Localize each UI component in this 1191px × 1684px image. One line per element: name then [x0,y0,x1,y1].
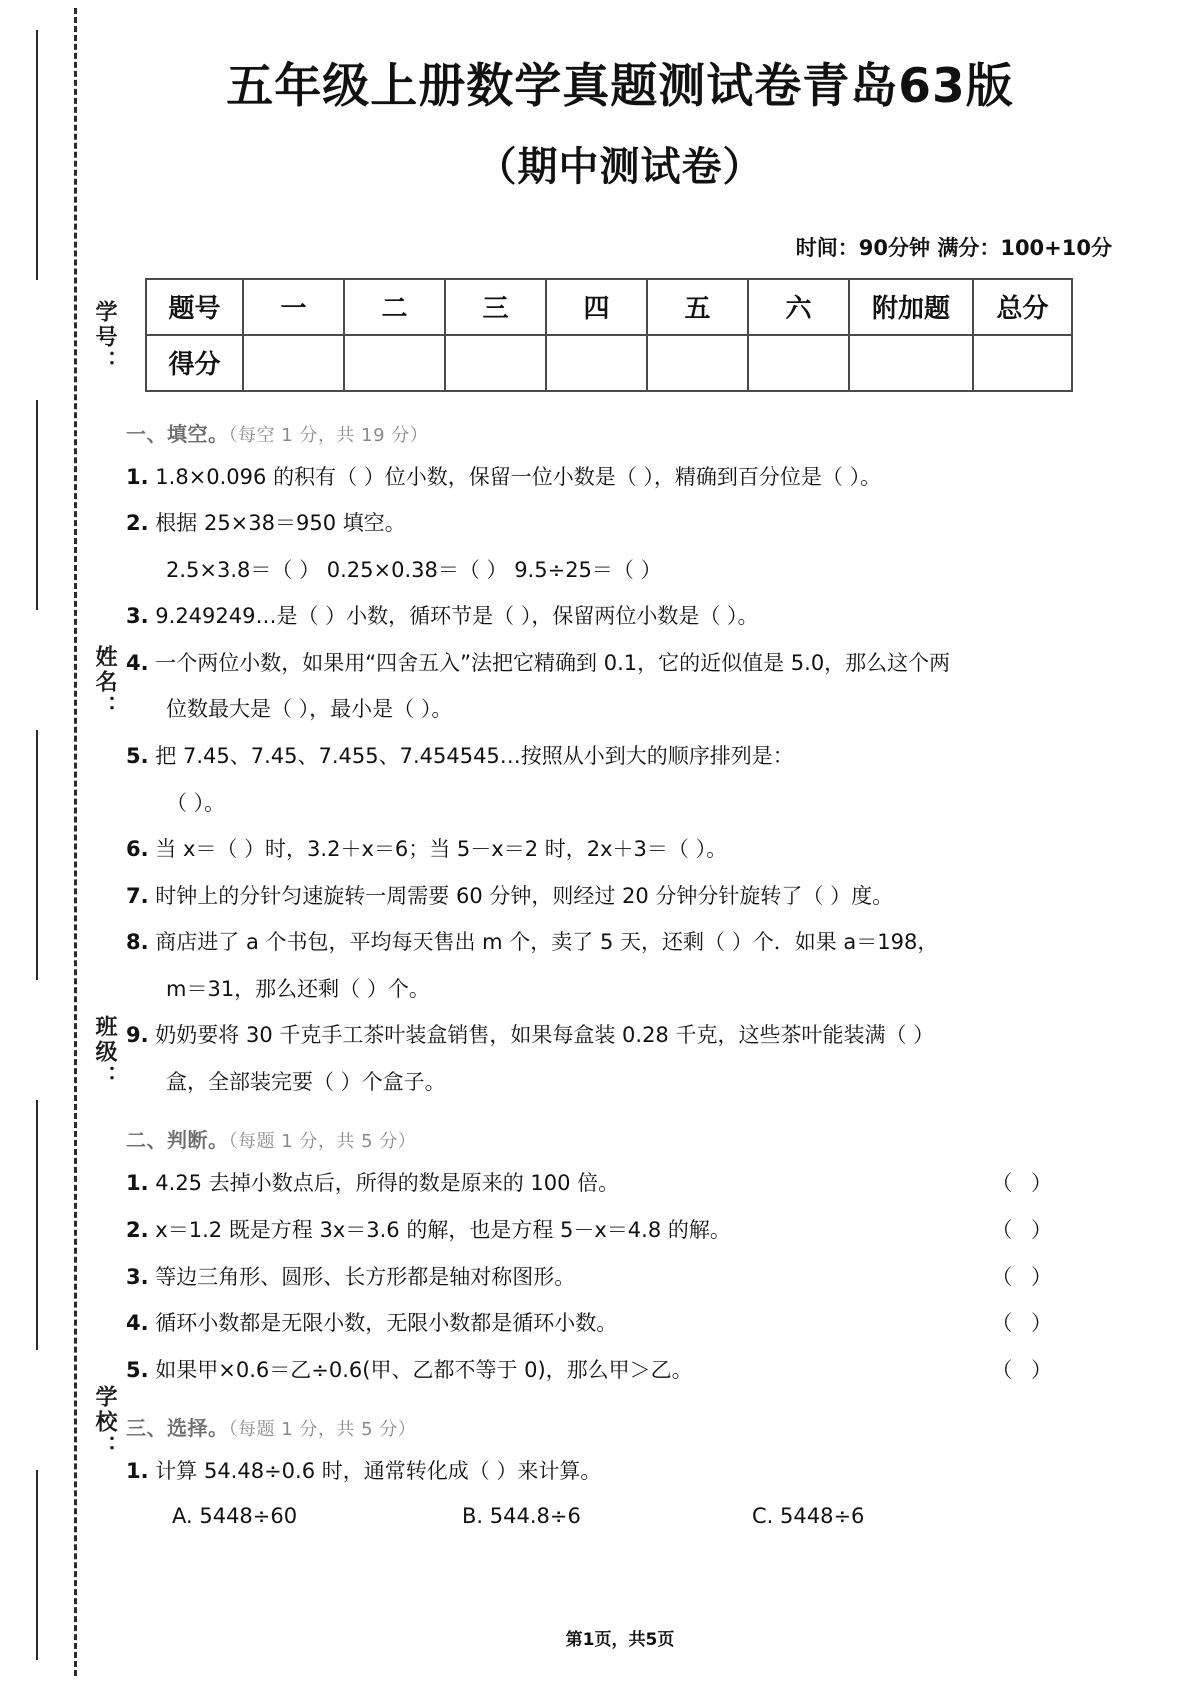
question-index: 8. [126,930,149,955]
margin-label-student-id: 学号： [92,300,117,375]
section-1-points: （每空 1 分，共 19 分） [228,424,429,446]
margin-label-class: 班级： [92,1015,117,1090]
section-heading-fill-blank [126,418,1120,447]
question-1-9 [126,1019,1120,1052]
exam-meta-info: 时间：90分钟 满分：100+10分 [795,235,1112,260]
question-2-5 [126,1354,1120,1387]
answer-bracket[interactable]: （ ） [991,1171,1058,1196]
question-index: 7. [126,883,149,908]
question-3-1-options [172,1504,1120,1528]
question-text: 4.25 去掉小数点后，所得的数是原来的 100 倍。 [155,1171,620,1196]
score-cell-3[interactable] [445,335,546,391]
score-table-col-5: 五 [647,279,748,335]
score-table-col-total: 总分 [973,279,1072,335]
question-1-3 [126,600,1120,633]
question-2-1 [126,1167,1120,1200]
answer-bracket[interactable]: （ ） [991,1264,1058,1289]
section-1-title: 一、填空。 [126,421,229,446]
question-text: 一个两位小数，如果用“四舍五入”法把它精确到 0.1，它的近似值是 5.0，那么这个两 [155,650,951,675]
question-index: 4. [126,1311,149,1336]
question-index: 1. [126,1459,149,1484]
answer-bracket[interactable]: （ ） [991,1311,1058,1336]
score-cell-1[interactable] [243,335,344,391]
option-c[interactable]: C. 5448÷6 [752,1503,865,1528]
page-title: 五年级上册数学真题测试卷青岛63版 [226,59,1014,114]
table-row-scores [146,335,1072,391]
question-index: 9. [126,1023,149,1048]
margin-rule-3 [36,730,38,980]
section-heading-multiple-choice [126,1412,1120,1441]
score-table-col-bonus: 附加题 [849,279,973,335]
question-text[interactable]: 时钟上的分针匀速旋转一周需要 60 分钟，则经过 20 分钟分针旋转了（ ）度。 [155,883,894,908]
score-cell-bonus[interactable] [849,335,973,391]
question-text: 如果甲×0.6＝乙÷0.6(甲、乙都不等于 0)，那么甲＞乙。 [155,1357,693,1382]
question-index: 2. [126,1217,149,1242]
question-text[interactable]: 2.5×3.8＝（ ） 0.25×0.38＝（ ） 9.5÷25＝（ ） [166,557,662,582]
question-text[interactable]: 1.8×0.096 的积有（ ）位小数，保留一位小数是（ ），精确到百分位是（ ）。 [155,464,882,489]
section-heading-true-false [126,1124,1120,1153]
table-row-question-numbers [146,279,1072,335]
answer-bracket[interactable]: （ ） [991,1357,1058,1382]
question-1-1 [126,461,1120,494]
question-1-9-cont [166,1066,1120,1099]
question-2-3 [126,1261,1120,1294]
question-text: 根据 25×38＝950 填空。 [155,511,406,536]
score-table [145,278,1073,392]
option-a[interactable]: A. 5448÷60 [172,1503,298,1528]
question-1-4 [126,647,1120,680]
question-1-8-cont [166,973,1120,1006]
score-table-col-2: 二 [344,279,445,335]
section-3-title: 三、选择。 [126,1416,229,1441]
margin-rule-1 [36,30,38,280]
margin-label-school: 学校： [92,1385,117,1460]
score-cell-5[interactable] [647,335,748,391]
section-2-points: （每题 1 分，共 5 分） [228,1131,417,1153]
score-table-col-1: 一 [243,279,344,335]
section-2-title: 二、判断。 [126,1128,229,1153]
question-index: 6. [126,837,149,862]
question-text: 把 7.45、7.45、7.455、7.454545…按照从小到大的顺序排列是： [155,744,794,769]
question-index: 2. [126,511,149,536]
left-margin-strip [0,0,120,1684]
question-index: 4. [126,650,149,675]
margin-rule-5 [36,1470,38,1660]
score-cell-6[interactable] [748,335,849,391]
score-cell-4[interactable] [546,335,647,391]
question-text: x＝1.2 既是方程 3x＝3.6 的解，也是方程 5－x＝4.8 的解。 [155,1217,731,1242]
question-text: 循环小数都是无限小数，无限小数都是循环小数。 [155,1311,618,1336]
margin-label-student-name: 姓名： [92,645,117,720]
question-1-2-expressions [166,554,1120,587]
margin-rule-2 [36,400,38,610]
score-table-row-label-question: 题号 [146,279,243,335]
score-cell-total[interactable] [973,335,1072,391]
question-index: 1. [126,1171,149,1196]
question-3-1 [126,1455,1120,1488]
question-index: 5. [126,1357,149,1382]
score-table-row-label-score: 得分 [146,335,243,391]
question-text[interactable]: m＝31，那么还剩（ ）个。 [166,976,430,1001]
question-1-2 [126,507,1120,540]
question-text: 等边三角形、圆形、长方形都是轴对称图形。 [155,1264,576,1289]
question-text: 商店进了 a 个书包，平均每天售出 m 个，卖了 5 天，还剩（ ）个．如果 a＝198， [155,930,939,955]
question-2-4 [126,1307,1120,1340]
question-text: 奶奶要将 30 千克手工茶叶装盒销售，如果每盒装 0.28 千克，这些茶叶能装满（ ） [155,1023,935,1048]
question-text[interactable]: 盒，全部装完要（ ）个盒子。 [166,1069,446,1094]
question-1-5-answer-blank [166,787,1120,820]
question-1-5 [126,740,1120,773]
question-index: 3. [126,604,149,629]
question-index: 3. [126,1264,149,1289]
section-3-points: （每题 1 分，共 5 分） [228,1419,417,1441]
question-text[interactable]: （ ）。 [166,790,226,815]
question-1-7 [126,880,1120,913]
score-table-col-3: 三 [445,279,546,335]
question-index: 5. [126,744,149,769]
score-cell-2[interactable] [344,335,445,391]
option-b[interactable]: B. 544.8÷6 [462,1503,581,1528]
page-footer: 第1页，共5页 [565,1630,675,1650]
question-text[interactable]: 9.249249…是（ ）小数，循环节是（ ），保留两位小数是（ ）。 [155,604,759,629]
score-table-col-4: 四 [546,279,647,335]
question-1-6 [126,833,1120,866]
question-index: 1. [126,464,149,489]
question-text[interactable]: 位数最大是（ ），最小是（ ）。 [166,697,453,722]
score-table-col-6: 六 [748,279,849,335]
answer-bracket[interactable]: （ ） [991,1217,1058,1242]
question-1-8 [126,926,1120,959]
page-subtitle: （期中测试卷） [476,143,764,190]
question-text[interactable]: 当 x＝（ ）时，3.2＋x＝6；当 5－x＝2 时，2x＋3＝（ ）。 [155,837,728,862]
margin-rule-4 [36,1100,38,1350]
question-text[interactable]: 计算 54.48÷0.6 时，通常转化成（ ）来计算。 [155,1459,602,1484]
question-2-2 [126,1214,1120,1247]
question-1-4-cont [166,693,1120,726]
exam-paper [120,0,1120,1684]
